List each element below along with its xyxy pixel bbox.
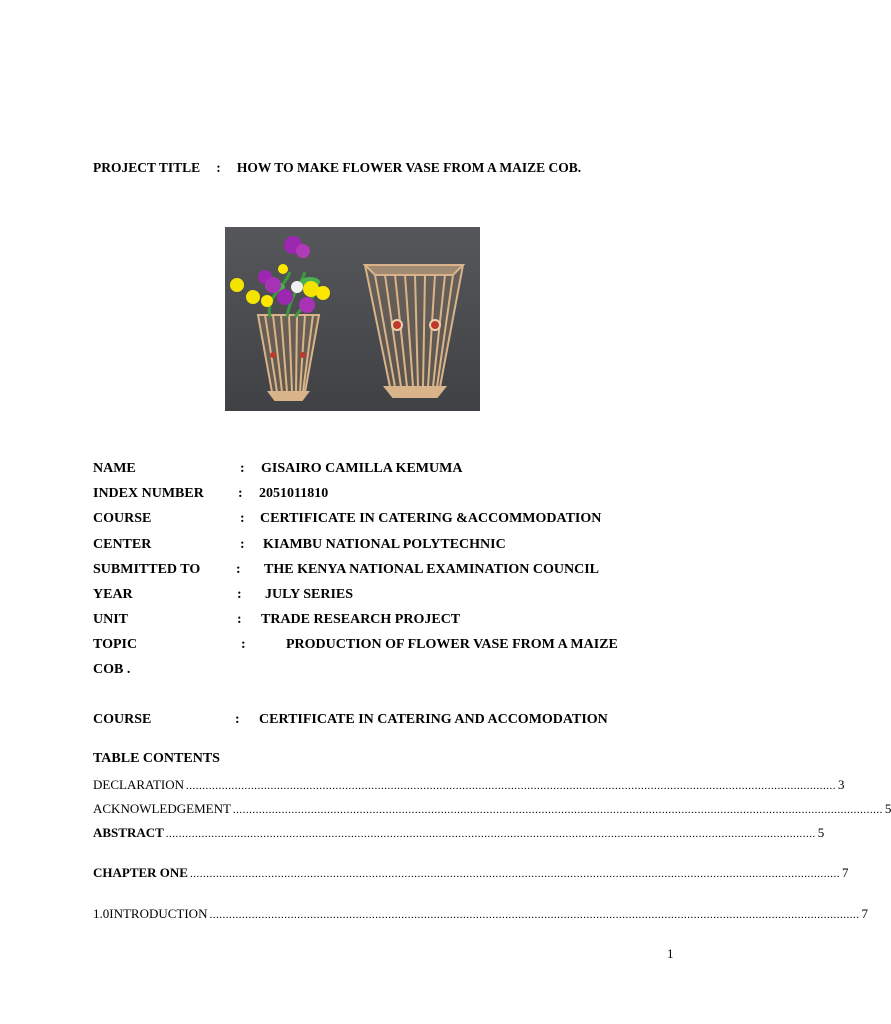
info-value: THE KENYA NATIONAL EXAMINATION COUNCIL (264, 561, 600, 577)
info-value: CERTIFICATE IN CATERING &ACCOMMODATION (260, 511, 602, 527)
info-separator: : (241, 637, 246, 653)
info-row-name (93, 460, 675, 485)
info-separator: : (240, 536, 245, 552)
info-row-topic (93, 636, 675, 686)
toc-label: ABSTRACT (93, 825, 164, 840)
course-repeat-row (93, 712, 675, 732)
info-value: TRADE RESEARCH PROJECT (261, 612, 461, 628)
info-key: COURSE (93, 511, 152, 527)
toc-label: 1.0INTRODUCTION (93, 906, 208, 921)
project-title-value: HOW TO MAKE FLOWER VASE FROM A MAIZE COB. (236, 160, 582, 175)
info-key: YEAR (93, 586, 133, 602)
info-row-submitted-to (93, 561, 675, 586)
info-key: CENTER (93, 536, 152, 552)
info-key: NAME (93, 461, 136, 476)
info-separator: : (236, 561, 241, 577)
toc-label: ACKNOWLEDGEMENT (93, 801, 231, 816)
topic-continuation: COB . (93, 662, 131, 678)
info-key: COURSE (93, 712, 152, 727)
toc-leader: ........................................................................................................................................................................................................ (186, 780, 836, 792)
topic-value: PRODUCTION OF FLOWER VASE FROM A MAIZE (286, 637, 618, 653)
info-value: GISAIRO CAMILLA KEMUMA (261, 461, 463, 476)
toc-page: 5 (884, 801, 891, 816)
toc-entry[interactable] (93, 777, 845, 795)
info-row-unit (93, 611, 675, 636)
toc-page: 5 (817, 825, 825, 840)
info-row-center (93, 536, 675, 561)
info-value: KIAMBU NATIONAL POLYTECHNIC (263, 536, 506, 552)
info-row-course (93, 510, 675, 535)
flower-vase-illustration (225, 227, 480, 411)
info-key: INDEX NUMBER (93, 486, 204, 502)
toc-leader: ........................................................................................................................................................................................................ (189, 868, 840, 880)
toc-leader: ........................................................................................................................................................................................................ (165, 828, 816, 840)
toc-page: 3 (838, 777, 845, 792)
info-key: TOPIC (93, 637, 138, 653)
toc-page: 7 (861, 906, 868, 921)
info-key: UNIT (93, 612, 129, 628)
toc-entry[interactable] (93, 801, 891, 819)
project-title-label: PROJECT TITLE (93, 160, 201, 175)
info-value: 2051011810 (259, 486, 329, 502)
page-number: 1 (667, 946, 674, 961)
info-separator: : (235, 712, 240, 727)
info-row-index-number (93, 485, 675, 510)
info-value: JULY SERIES (265, 586, 354, 602)
info-value: CERTIFICATE IN CATERING AND ACCOMODATION (259, 712, 608, 727)
info-separator: : (237, 612, 242, 628)
toc-entry[interactable] (93, 906, 868, 924)
toc-heading: TABLE CONTENTS (93, 751, 220, 766)
student-info-block (93, 460, 675, 686)
toc-entry[interactable] (93, 865, 849, 883)
project-title (93, 160, 581, 176)
flower-vase-photo (225, 227, 480, 411)
toc-leader: ........................................................................................................................................................................................................ (232, 804, 883, 816)
toc-leader: ........................................................................................................................................................................................................ (209, 909, 860, 921)
toc-label: DECLARATION (93, 777, 184, 792)
toc-page: 7 (841, 865, 849, 880)
info-separator: : (237, 586, 242, 602)
info-row-year (93, 586, 675, 611)
toc-entry[interactable] (93, 825, 825, 843)
info-separator: : (240, 511, 245, 527)
toc-label: CHAPTER ONE (93, 865, 188, 880)
info-separator: : (238, 486, 243, 502)
project-title-separator: : (216, 160, 221, 175)
info-separator: : (240, 461, 245, 476)
info-key: SUBMITTED TO (93, 561, 201, 577)
